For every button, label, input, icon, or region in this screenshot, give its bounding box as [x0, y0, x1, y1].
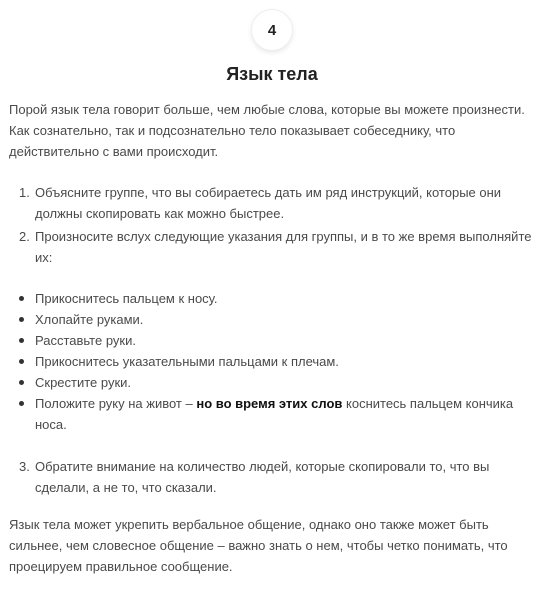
- bullet-dot-icon: [19, 351, 35, 372]
- item-number: 3.: [19, 459, 30, 474]
- item-text: Объясните группе, что вы собираетесь дать им ряд инструкций, которые они должны скопировать как можно быстрее.: [35, 185, 502, 221]
- bullet-text-part: коснитесь пальцем кончика носа.: [35, 396, 514, 432]
- bullet-text: Прикоснитесь указательными пальцами к плечам.: [35, 354, 339, 369]
- bullet-item: [19, 372, 533, 393]
- bullet-text: Прикоснитесь пальцем к носу.: [35, 291, 218, 306]
- bullet-item: [19, 309, 533, 330]
- item-text: Произносите вслух следующие указания для группы, и в то же время выполняйте их:: [35, 229, 532, 265]
- bullet-text: Скрестите руки.: [35, 375, 132, 390]
- item-number: 2.: [19, 229, 30, 244]
- instruction-bullet-list: [19, 288, 533, 435]
- item-number: 1.: [19, 185, 30, 200]
- bullet-item: [19, 393, 533, 435]
- numbered-item-2: [19, 226, 533, 268]
- bullet-text: [35, 393, 533, 435]
- bullet-dot-icon: [19, 288, 35, 309]
- bullet-bold-text: но во время этих слов: [196, 396, 343, 411]
- bullet-dot-icon: [19, 309, 35, 330]
- bullet-text: Хлопайте руками.: [35, 312, 144, 327]
- bullet-dot-icon: [19, 330, 35, 351]
- item-text: Обратите внимание на количество людей, которые скопировали то, что вы сделали, а не то, что сказали.: [35, 459, 490, 495]
- bullet-text: Расставьте руки.: [35, 333, 136, 348]
- outro-paragraph: Язык тела может укрепить вербальное общение, однако оно также может быть сильнее, чем словесное общение – важно знать о нем, чтобы четко понимать, что проецируем правильное сообщение.: [9, 517, 508, 574]
- numbered-item-1: [19, 182, 533, 224]
- intro-paragraph: Порой язык тела говорит больше, чем любые слова, которые вы можете произнести. Как сознательно, так и подсознательно тело показывает собеседнику, что действительно с вами происходит.: [9, 102, 525, 159]
- bullet-item: [19, 330, 533, 351]
- bullet-item: [19, 351, 533, 372]
- numbered-item-3: [19, 456, 533, 498]
- bullet-dot-icon: [19, 393, 35, 435]
- bullet-dot-icon: [19, 372, 35, 393]
- step-number-badge: 4: [252, 10, 292, 50]
- section-title: Язык тела: [226, 64, 318, 84]
- bullet-item: [19, 288, 533, 309]
- bullet-text-part: Положите руку на живот –: [35, 396, 197, 411]
